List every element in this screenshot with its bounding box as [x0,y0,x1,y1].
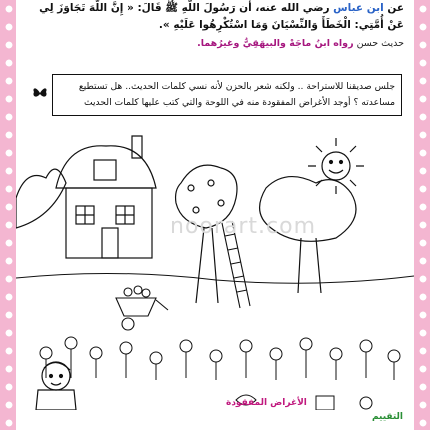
hadith-text [24,0,404,34]
boy-icon [36,362,76,410]
hadith-grade [24,38,404,49]
task-instructions-box [52,74,402,116]
watermark: noorart.com [170,214,317,239]
butterfly-icon [32,86,48,104]
task-text: جلس صديقنا للاستراحة .. ولكنه شعر بالحزن لأنه نسي كلمات الحديث.. هل تستطيع مساعدته ؟ أوجد الأغراض المفقودة منه في اللوحة والتي كتب عليها كلمات الحديث [78,81,395,108]
flowers-icon [40,337,400,380]
grade-label: حديث حسن [353,38,404,49]
hadith-body: رضي الله عنه، أن رَسُولَ اللَّهِ ﷺ قَالَ: « إِنَّ اللَّهَ تَجَاوَزَ لِي عَنْ أُمَّتِي: الْخَطَأَ وَالنِّسْيَانَ وَمَا اسْتُكْرِهُوا عَلَيْهِ ». [39,2,404,31]
hadith-prefix: عن [383,2,404,14]
wheelbarrow-icon [116,286,168,330]
sun-icon [308,138,364,194]
evaluation-label: التقييم [372,412,404,422]
hadith-narrator: ابن عباس [333,2,384,14]
grade-narration: رواه ابنُ ماجَهْ والبيهَقِيُّ وغيرُهما. [197,38,354,49]
coloring-scene [16,128,414,410]
house-icon [56,136,156,258]
missing-items-label: الأغراض المفقودة [226,398,307,408]
